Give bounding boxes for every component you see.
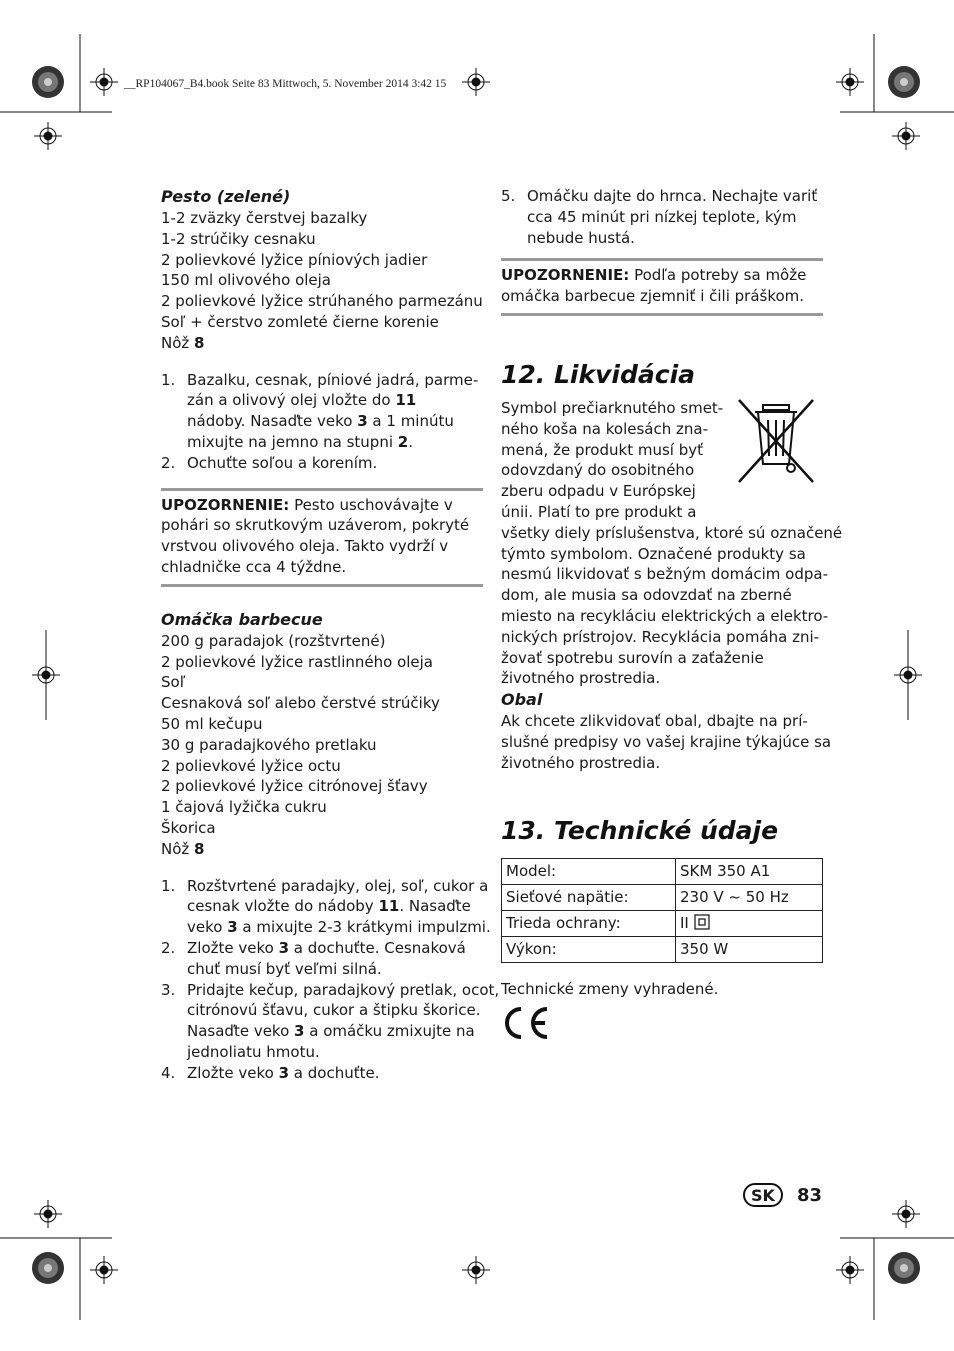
tech-value: SKM 350 A1	[676, 858, 823, 884]
part-number: 11	[395, 391, 417, 410]
note-text: Pesto uschovávajte v	[289, 495, 453, 514]
step-number: 3.	[161, 980, 176, 999]
step-line: Zložte veko 3 a dochuťte.	[187, 1063, 380, 1082]
disposal-line: mená, že produkt musí byť	[501, 440, 703, 459]
step-line: cesnak vložte do nádoby 11. Nasaďte	[187, 897, 471, 916]
ce-mark-icon	[501, 1005, 551, 1041]
step-line: veko 3 a mixujte 2-3 krátkymi impulzmi.	[187, 918, 491, 937]
disposal-line: miesto na recykláciu elektrických a elektro-	[501, 606, 829, 625]
ingredient-line: 2 polievkové lyžice píniových jadier	[161, 250, 428, 269]
knife-label: Nôž	[161, 333, 195, 352]
obal-title: Obal	[501, 690, 543, 710]
protection-class-ii-icon	[694, 914, 710, 930]
bbq-step-5	[501, 186, 823, 248]
step-number: 1.	[161, 876, 176, 895]
knife-label: Nôž	[161, 839, 195, 858]
list-item	[161, 980, 500, 1063]
disposal-line: všetky diely príslušenstva, ktoré sú označené	[501, 523, 843, 542]
step-line: chuť musí byť veľmi silná.	[187, 959, 382, 978]
bbq-ingredients	[161, 631, 483, 839]
registration-target-icon	[32, 66, 64, 98]
registration-target-icon	[90, 68, 118, 96]
tech-key: Výkon:	[502, 936, 676, 962]
list-item	[161, 1063, 483, 1084]
tech-value: 230 V ~ 50 Hz	[676, 884, 823, 910]
ingredient-line: 2 polievkové lyžice octu	[161, 756, 341, 775]
step-line: mixujte na jemno na stupni 2.	[187, 432, 413, 451]
pesto-title: Pesto (zelené)	[161, 187, 291, 206]
step-line: Zložte veko 3 a dochuťte. Cesnaková	[187, 938, 466, 957]
part-number: 3	[227, 918, 238, 937]
section-disposal-heading: 12. Likvidácia	[501, 359, 696, 389]
step-number: 4.	[161, 1063, 176, 1082]
registration-target-icon	[894, 661, 922, 689]
ingredient-line: Soľ	[161, 673, 186, 692]
ingredient-line: 2 polievkové lyžice strúhaného parmezánu	[161, 292, 483, 311]
tech-value-cell	[676, 910, 823, 936]
note-text: vrstvou olivového oleja. Takto vydrží v	[161, 537, 449, 556]
registration-target-icon	[888, 66, 920, 98]
registration-target-icon	[836, 68, 864, 96]
bbq-note	[501, 258, 823, 316]
step-line: Pridajte kečup, paradajkový pretlak, ocot,	[187, 980, 500, 999]
registration-target-icon	[462, 68, 490, 96]
part-number: 2	[397, 432, 409, 451]
print-header: __RP104067_B4.book Seite 83 Mittwoch, 5. November 2014 3:42 15	[124, 78, 447, 90]
step-line: nádoby. Nasaďte veko 3 a 1 minútu	[187, 412, 454, 431]
table-row	[502, 858, 823, 884]
tech-key: Model:	[502, 858, 676, 884]
pesto-ingredients	[161, 208, 483, 333]
right-column	[501, 186, 843, 1047]
registration-target-icon	[462, 1256, 490, 1284]
bbq-steps	[161, 876, 500, 1084]
disposal-line: dom, ale musia sa odovzdať na zberné	[501, 586, 792, 605]
obal-line: Ak chcete zlikvidovať obal, dbajte na prí-	[501, 712, 808, 731]
knife-number: 8	[194, 333, 205, 352]
step-line: cca 45 minút pri nízkej teplote, kým	[527, 207, 797, 226]
section-tech-heading: 13. Technické údaje	[501, 815, 779, 845]
ingredient-line: 2 polievkové lyžice rastlinného oleja	[161, 652, 433, 671]
obal-line: životného prostredia.	[501, 753, 661, 772]
list-item	[161, 453, 483, 474]
step-number: 2.	[161, 938, 176, 957]
registration-target-icon	[34, 1200, 62, 1228]
step-line: nebude hustá.	[527, 228, 635, 247]
ingredient-line: Soľ + čerstvo zomleté čierne korenie	[161, 312, 439, 331]
page-number: 83	[796, 1184, 822, 1206]
step-line: zán a olivový olej vložte do 11	[187, 391, 417, 410]
step-number: 1.	[161, 370, 176, 389]
registration-target-icon	[32, 1252, 64, 1284]
ingredient-line: 1 čajová lyžička cukru	[161, 798, 327, 817]
pesto-steps	[161, 370, 483, 474]
ingredient-line: 150 ml olivového oleja	[161, 271, 332, 290]
step-number: 5.	[501, 187, 516, 205]
disposal-line: žovať spotrebu surovín a zaťaženie	[501, 648, 764, 667]
list-item	[161, 370, 483, 453]
step-line: Nasaďte veko 3 a omáčku zmixujte na	[187, 1022, 475, 1041]
tech-value: 350 W	[676, 936, 823, 962]
tech-footnote: Technické zmeny vyhradené.	[501, 979, 719, 998]
note-label: UPOZORNENIE:	[501, 266, 630, 285]
disposal-line: ného koša na kolesách zna-	[501, 419, 708, 438]
part-number: 3	[278, 938, 290, 957]
note-text: omáčka barbecue zjemniť i čili práškom.	[501, 287, 805, 306]
part-number: 3	[278, 1063, 290, 1082]
tech-key: Trieda ochrany:	[502, 910, 676, 936]
step-line: Bazalku, cesnak, píniové jadrá, parme-	[187, 370, 479, 389]
ingredient-line: 1-2 strúčiky cesnaku	[161, 229, 316, 248]
table-row	[502, 910, 823, 936]
part-number: 11	[378, 897, 400, 916]
step-number: 2.	[161, 453, 176, 472]
disposal-line: týmto symbolom. Označené produkty sa	[501, 544, 806, 563]
part-number: 3	[294, 1022, 305, 1041]
step-line: Ochuťte soľou a korením.	[187, 453, 378, 472]
disposal-line: odovzdaný do osobitného	[501, 461, 695, 480]
disposal-line: nesmú likvidovať s bežným domácim odpa-	[501, 565, 829, 584]
table-row	[502, 884, 823, 910]
disposal-line: Symbol prečiarknutého smet-	[501, 398, 724, 417]
ingredient-line: 30 g paradajkového pretlaku	[161, 735, 377, 754]
table-row	[502, 936, 823, 962]
ingredient-line: 2 polievkové lyžice citrónovej šťavy	[161, 777, 428, 796]
pesto-knife	[161, 333, 483, 354]
tech-table	[501, 858, 823, 963]
step-line: jednoliatu hmotu.	[187, 1042, 320, 1061]
ingredient-line: 1-2 zväzky čerstvej bazalky	[161, 209, 368, 227]
ingredient-line: 200 g paradajok (rozštvrtené)	[161, 631, 386, 650]
disposal-line: únii. Platí to pre produkt a	[501, 502, 697, 521]
part-number: 3	[357, 412, 368, 431]
step-line: Rozštvrtené paradajky, olej, soľ, cukor a	[187, 876, 489, 895]
note-text: pohári so skrutkovým uzáverom, pokryté	[161, 516, 470, 535]
list-item	[161, 876, 491, 938]
bbq-knife	[161, 839, 483, 860]
language-badge: SK	[743, 1183, 783, 1207]
list-item	[501, 186, 823, 248]
registration-target-icon	[34, 122, 62, 150]
left-column	[161, 186, 500, 1083]
ingredient-line: 50 ml kečupu	[161, 714, 263, 733]
tech-value: II	[680, 913, 689, 932]
ingredient-line: Cesnaková soľ alebo čerstvé strúčiky	[161, 694, 440, 713]
disposal-line: nických prístrojov. Recyklácia pomáha zni-	[501, 627, 820, 646]
obal-line: slušné predpisy vo vašej krajine týkajúce sa	[501, 732, 832, 751]
registration-target-icon	[888, 1252, 920, 1284]
pesto-note	[161, 488, 483, 587]
list-item	[161, 938, 483, 980]
tech-key: Sieťové napätie:	[502, 884, 676, 910]
ingredient-line: Škorica	[161, 818, 216, 837]
note-text: chladničke cca 4 týždne.	[161, 557, 347, 576]
page-footer	[743, 1183, 822, 1207]
note-label: UPOZORNENIE:	[161, 495, 290, 514]
knife-number: 8	[194, 839, 205, 858]
registration-target-icon	[90, 1256, 118, 1284]
step-line: Omáčku dajte do hrnca. Nechajte variť	[527, 187, 818, 205]
registration-target-icon	[836, 1256, 864, 1284]
disposal-block	[501, 398, 843, 689]
note-text: Podľa potreby sa môže	[629, 266, 807, 285]
weee-bin-icon	[735, 398, 817, 484]
disposal-line: zberu odpadu v Európskej	[501, 482, 696, 501]
step-line: citrónovú šťavu, cukor a štipku škorice.	[187, 1001, 481, 1020]
disposal-line: životného prostredia.	[501, 669, 661, 688]
registration-target-icon	[892, 122, 920, 150]
obal-text	[501, 711, 832, 773]
bbq-title: Omáčka barbecue	[161, 609, 323, 629]
registration-target-icon	[32, 661, 60, 689]
disposal-text	[501, 523, 843, 689]
registration-target-icon	[892, 1200, 920, 1228]
